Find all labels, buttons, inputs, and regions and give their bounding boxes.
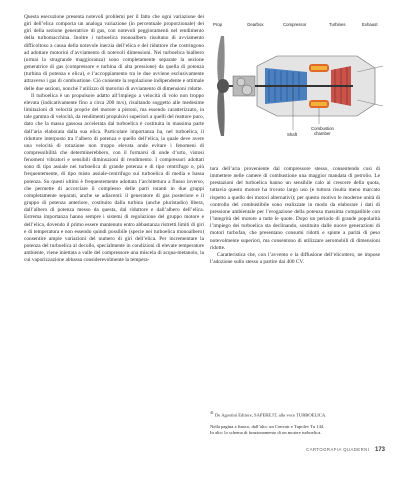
page-footer xyxy=(306,447,385,453)
paragraph: Il turboelica è un propulsore adatto all’impiego a velocità di volo non troppo elevata (indicativamente fino a circa 200 m/s), risultando soggetto alle medesime limitazioni di velocità proprie del motore a pistoni, ma essendo caratterizzato, in tale gamma di velocità, da rendimenti propulsivi superiori a quelli del reattore puro, dato che la massa gassosa accelerata dal turboelica è costituita in massima parte dall’aria elaborata dalla sua elica. Particolare importanza ha, nel turboelica, il riduttore interposto tra l’albero di potenza e quello dell’elica, la quale deve avere una velocità di rotazione non troppo elevata onde evitare i fenomeni di compressibilità che determinerebbero, con il formarsi di onde d’urto, vistosi fenomeni vibratori e sensibili diminuzioni di rendimento. I compressori adottati sono di tipo assiale nei turboelica di grande potenza e di tipo centrifugo o, più frequentemente, di tipo misto assiale-centrifugo sui turboelica di media e bassa potenza. Su questi ultimi è frequentemente adottata l’architettura a flusso inverso, che permette di accorciare il complesso delle parti rotanti in due gruppi completamente separati, anche se adiacenti: il generatore di gas posteriore e il gruppo di potenza anteriore, costituito dalla turbina (anche pluristadio) libera, dall’albero di potenza messo da questa, dal riduttore e dall’albero dell’elica. Estrema importanza hanno sempre i sistemi di regolazione del gruppo motore e dell’elica, dovendo il primo essere mantenuto entro abbastanza ristretti limiti di giri e di temperatura e non essendo quindi possibile (specie nei turboelica monoalbero) consentire ampie variazioni del numero di giri dell’elica. Per incrementare la potenza del turboelica al decollo, specialmente in condizioni di elevate temperature ambiente, viene iniettata a valle del compressore una miscela di acqua-metanolo, la cui vaporizzazione abbassa considerevolmente la tempera- xyxy=(24,92,204,264)
propeller xyxy=(217,36,229,136)
right-text-column xyxy=(210,166,380,266)
compressor-label: Compressor xyxy=(283,22,307,27)
prop-label: Prop xyxy=(213,22,223,27)
paragraph: Questa esecuzione presenta notevoli problemi per il fatto che ogni variazione dei giri dell’elica comporta un analoga variazione (in percentuale proporzionale) dei giri della sezione generatrice di gas, con notevoli peggioramenti nel rendimento della turbomacchina. Inoltre i turboelica monoalbero risultano di avviamento difficoltoso a causa della notevole inerzia dell’elica e del riduttore che costringono ad adottare motorini d’avviamento di notevoli dimensioni. Nei turboelica bialbero (ormai la stragrande maggioranza) sono completamente separate la sezione generatrice di gas (compressore e turbina di alta pressione) da quella di potenza (turbina di potenza e elica), e l’accoppiamento tra le due avviene esclusivamente attraverso i gas di combustione. Ciò consente la regolazione indipendente e ottimale delle due sezioni, nonché l’utilizzo di motorini di avviamento di dimensioni ridotte. xyxy=(24,14,204,92)
exhaust-label: Exhaust xyxy=(362,22,378,27)
caption xyxy=(210,424,380,436)
running-title: CARTOGRAFIA QUADERNI xyxy=(306,447,370,452)
turboprop-diagram xyxy=(207,12,385,166)
turbines-label: Turbines xyxy=(329,22,346,27)
left-text-column xyxy=(24,14,204,264)
gearbox-label: Gearbox xyxy=(247,22,264,27)
gearbox xyxy=(229,76,255,96)
footnote-marker: 41 xyxy=(210,411,214,415)
paragraph: tura dell’aria proveniente dal compressore stesso, consentendo così di immettere nelle camere di combustione una maggior mandata di petrolio. Le prestazioni del turboelica hanno un sensibile calo al crescere della quota, tuttavia questo motore ha trovato largo uso (e tuttora risulta meno marcato rispetto a quello dei motori alternativi); per questo motivo le moderne unità di controllo del combustibile sono realizzate in modo da elaborare i dati di pressione ambientale per l’erogazione della potenza massima compatibile con l’integrità del motore a tutte le quote. Dopo un periodo di grande popolarità l’impiego dei turboelica sta declinando, sostituito dalle nuove generazioni di motori turbofan, che presentano consumi ridotti e spinte a parità di peso notevolmente superiori, ma consentono di utilizzare aeromobili di dimensioni ridotte. xyxy=(210,166,380,251)
combustion-label-2: chamber xyxy=(314,131,331,136)
footnote-1 xyxy=(210,410,326,419)
caption-line-2: In alto: lo schema di funzionamento di un motore turboelica. xyxy=(210,430,322,436)
page-number: 173 xyxy=(374,447,385,453)
combustion-label-1: Combustion xyxy=(311,126,334,131)
paragraph: Caratteristica che, con l’avvento e la diffusione dell’elicottero, ne impose l’adozione sullo stesso a partire dai 400 CV. xyxy=(210,251,380,266)
footnote-text: De Agostini Editore, SAPERE.IT, alla voce TURBOELICA. xyxy=(214,412,327,418)
shaft-label: Shaft xyxy=(287,132,298,137)
caption-line-1: Nella pagina a fianco, dall’alto: un Convair e Tupolev Tu 144. xyxy=(210,424,325,429)
